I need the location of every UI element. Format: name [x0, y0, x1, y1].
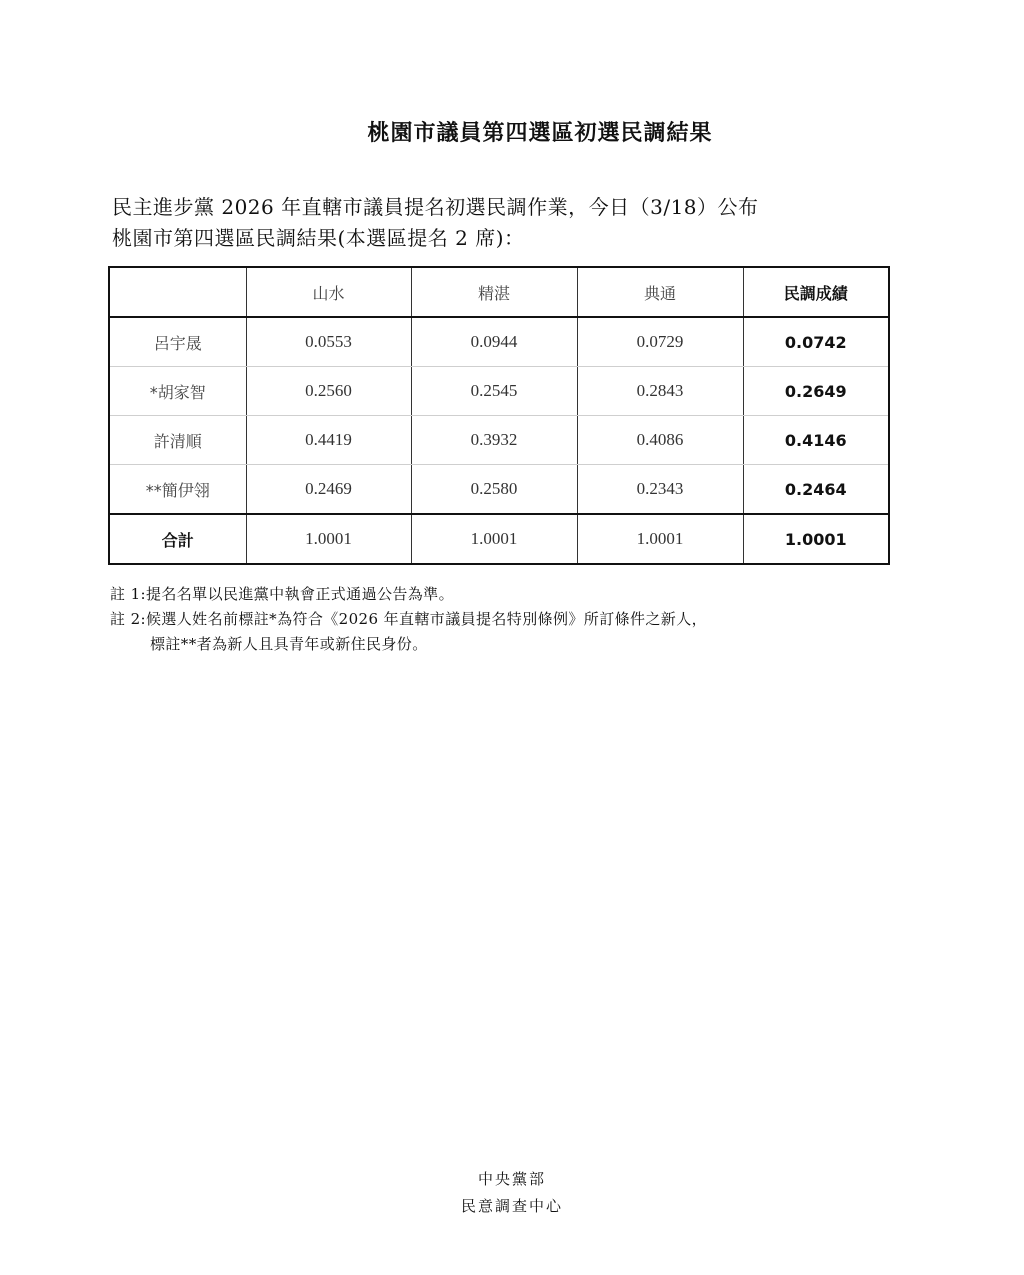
intro-line-2: 桃園市第四選區民調結果(本選區提名 2 席)： [112, 226, 525, 250]
total-jingzhan: 1.0001 [411, 514, 577, 564]
candidate-name: *胡家智 [109, 367, 246, 416]
value-diantong: 0.2343 [577, 465, 743, 515]
intro-paragraph [112, 192, 912, 254]
header-poll-score: 民調成績 [743, 267, 889, 317]
footnotes [110, 582, 910, 657]
value-jingzhan: 0.2580 [411, 465, 577, 515]
table-row [109, 416, 889, 465]
value-jingzhan: 0.3932 [411, 416, 577, 465]
header-blank [109, 267, 246, 317]
poll-results-table [108, 266, 890, 565]
table-row [109, 317, 889, 367]
value-poll-score: 0.4146 [743, 416, 889, 465]
value-jingzhan: 0.2545 [411, 367, 577, 416]
total-diantong: 1.0001 [577, 514, 743, 564]
intro-line-1: 民主進步黨 2026 年直轄市議員提名初選民調作業，今日（3/18）公布 [112, 195, 759, 219]
note-1: 註 1:提名名單以民進黨中執會正式通過公告為準。 [110, 585, 454, 603]
value-shanshui: 0.2469 [246, 465, 411, 515]
value-diantong: 0.4086 [577, 416, 743, 465]
total-shanshui: 1.0001 [246, 514, 411, 564]
value-poll-score: 0.2464 [743, 465, 889, 515]
issuer-line-2: 民意調查中心 [460, 1197, 563, 1215]
value-diantong: 0.0729 [577, 317, 743, 367]
header-diantong: 典通 [577, 267, 743, 317]
table-row [109, 367, 889, 416]
table-total-row [109, 514, 889, 564]
candidate-name: **簡伊翎 [109, 465, 246, 515]
note-2-line-2: 標註**者為新人且具青年或新住民身份。 [150, 635, 428, 653]
issuer-block [412, 1166, 612, 1220]
header-jingzhan: 精湛 [411, 267, 577, 317]
total-label: 合計 [109, 514, 246, 564]
value-poll-score: 0.2649 [743, 367, 889, 416]
table-header-row [109, 267, 889, 317]
value-jingzhan: 0.0944 [411, 317, 577, 367]
document-title: 桃園市議員第四選區初選民調結果 [367, 121, 713, 146]
value-poll-score: 0.0742 [743, 317, 889, 367]
value-shanshui: 0.2560 [246, 367, 411, 416]
value-diantong: 0.2843 [577, 367, 743, 416]
value-shanshui: 0.0553 [246, 317, 411, 367]
candidate-name: 呂宇晟 [109, 317, 246, 367]
total-poll-score: 1.0001 [743, 514, 889, 564]
table-row [109, 465, 889, 515]
note-2-line-1: 註 2:候選人姓名前標註*為符合《2026 年直轄市議員提名特別條例》所訂條件之新人， [110, 610, 708, 628]
candidate-name: 許清順 [109, 416, 246, 465]
value-shanshui: 0.4419 [246, 416, 411, 465]
issuer-line-1: 中央黨部 [477, 1170, 546, 1188]
header-shanshui: 山水 [246, 267, 411, 317]
